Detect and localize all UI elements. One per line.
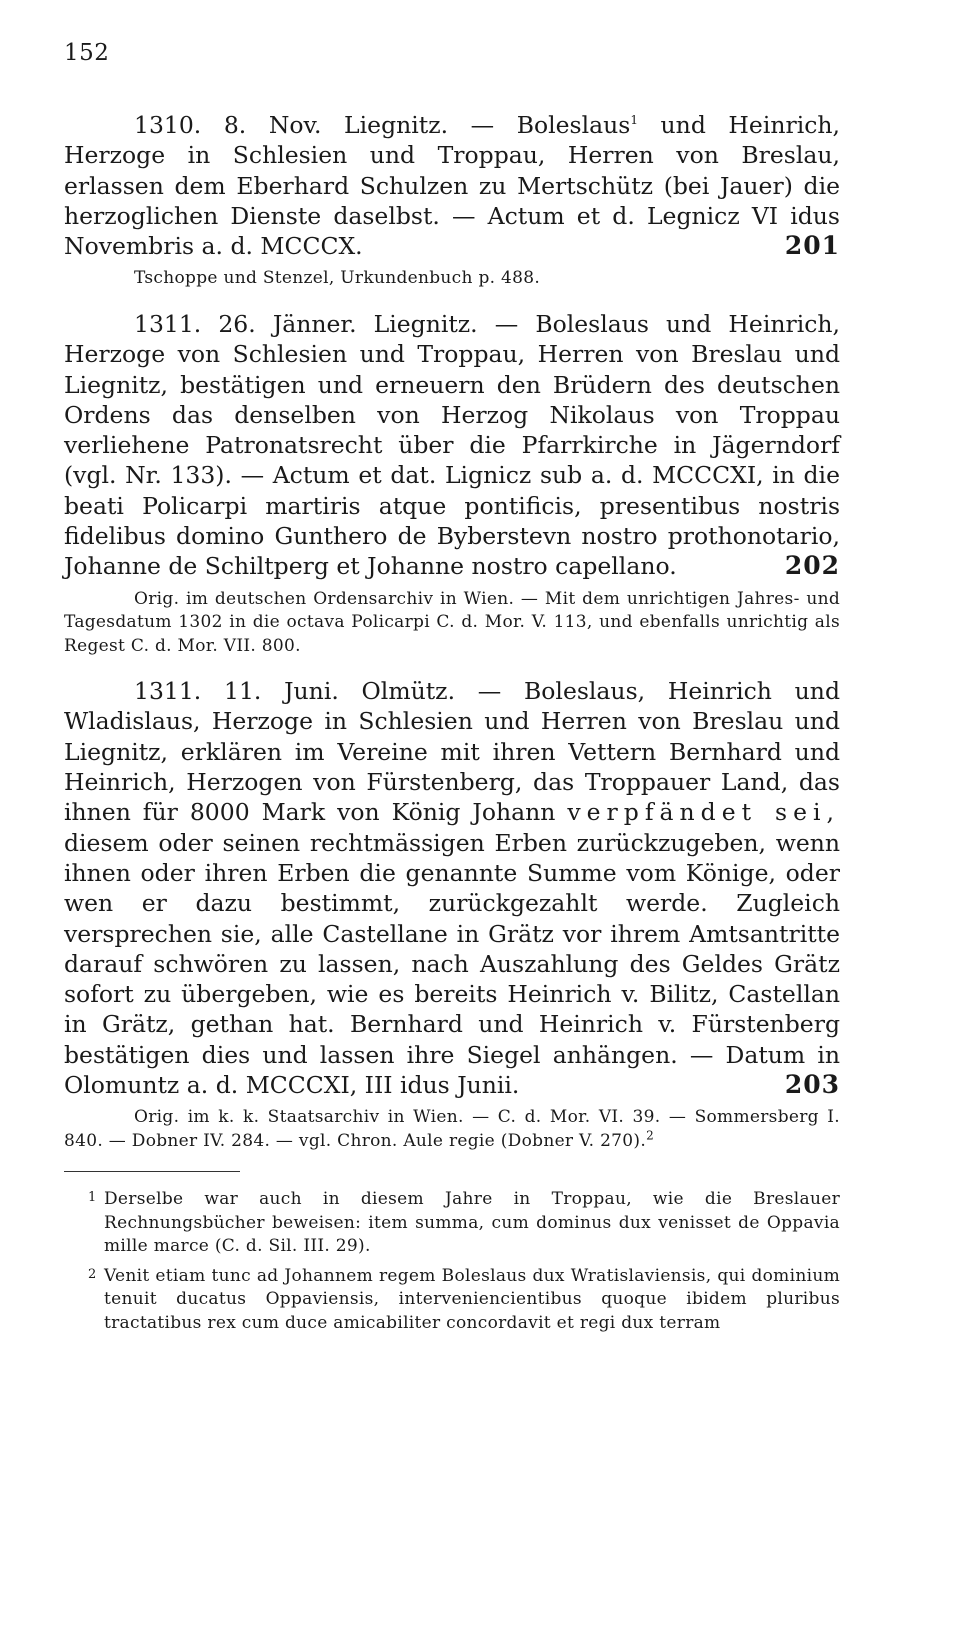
regest-text bbox=[64, 110, 840, 261]
regest-source-text: Orig. im k. k. Staatsarchiv in Wien. — C. d. Mor. VI. 39. — Sommersberg I. 840. — Dobner IV. 284. — vgl. Chron. Aule regie (Dobner V. 270). bbox=[64, 1107, 840, 1151]
spaced-emphasis: verpfändet sei, bbox=[567, 798, 840, 827]
regest-text-part: und Heinrich, Herzoge in Schlesien und Troppau, Herren von Breslau, erlassen dem Eberhard Schulzen zu Mertschütz (bei Jauer) die herzoglichen Dienste daselbst. — Actum et d. Legnicz VI idus Novembris a. d. MCCCX. bbox=[64, 111, 840, 261]
footnote-reference[interactable]: 2 bbox=[646, 1128, 654, 1143]
regest-number: 201 bbox=[784, 231, 840, 261]
regest-source: Orig. im deutschen Ordensarchiv in Wien. — Mit dem unrichtigen Jahres- und Tagesdatum 1302 in die octava Policarpi C. d. Mor. V. 113, und ebenfalls unrichtig als Regest C. d. Mor. VII. 800. bbox=[64, 588, 840, 656]
regest-number: 203 bbox=[784, 1070, 840, 1100]
regest-entry-202 bbox=[64, 309, 840, 658]
regest-source: Tschoppe und Stenzel, Urkundenbuch p. 488. bbox=[134, 268, 541, 289]
footnote-mark: 2 bbox=[88, 1266, 97, 1282]
regest-text-part: 1310. 8. Nov. Liegnitz. — Boleslaus bbox=[134, 111, 631, 139]
regest-text bbox=[64, 676, 840, 1100]
regest-text-part: 1311. 26. Jänner. Liegnitz. — Boleslaus und Heinrich, Herzoge von Schlesien und Troppau, Herren von Breslau und Liegnitz, bestätigen und erneuern den Brüdern des deutschen Ordens das denselben von Herzog Nikolaus von Troppau verliehene Patronatsrecht über die Pfarrkirche in Jägerndorf (vgl. Nr. 133). — Actum et dat. Lignicz sub a. d. MCCCXI, in die beati Policarpi martiris atque pontificis, presentibus nostris fidelibus domino Gunthero de Byberstevn nostro prothonotario, Johanne de Schiltperg et Johanne nostro capellano. bbox=[64, 309, 840, 581]
page-number: 152 bbox=[64, 40, 110, 66]
footnote-text: Venit etiam tunc ad Johannem regem Boleslaus dux Wratislaviensis, qui dominium tenuit ducatus Oppaviensis, interveniencientibus quoque ibidem pluribus tractatibus rex cum duce amicabiliter concordavit et regi dux terram bbox=[104, 1265, 840, 1333]
footnote-1 bbox=[64, 1188, 840, 1259]
footnote-mark: 1 bbox=[88, 1190, 97, 1206]
footnote-divider bbox=[64, 1171, 240, 1172]
footnote-2 bbox=[64, 1265, 840, 1336]
regest-text-part: diesem oder seinen rechtmässigen Erben zurückzugeben, wenn ihnen oder ihren Erben die genannte Summe vom Könige, oder wen er dazu bestimmt, zurückgezahlt werde. Zugleich versprechen sie, alle Castellane in Grätz vor ihrem Amtsantritte darauf schwören zu lassen, nach Auszahlung des Geldes Grätz sofort zu übergeben, wie es bereits Heinrich v. Bilitz, Castellan in Grätz, gethan hat. Bernhard und Heinrich v. Fürstenberg bestätigen dies und lassen ihre Siegel anhängen. — Datum in Olomuntz a. d. MCCCXI, III idus Junii. bbox=[64, 828, 840, 1100]
regest-text-part: 1311. 11. Juni. Olmütz. — Boleslaus, Heinrich und Wladislaus, Herzoge in Schlesien und Herren von Breslau und Liegnitz, erklären im Vereine mit ihren Vettern Bernhard und Heinrich, Herzogen von Fürstenberg, das Troppauer Land, das ihnen für 8000 Mark von König Johann bbox=[64, 677, 840, 827]
regest-number: 202 bbox=[784, 551, 840, 581]
document-page bbox=[64, 40, 840, 1341]
regest-entry-201 bbox=[64, 110, 840, 291]
regest-text bbox=[64, 309, 840, 582]
regest-source bbox=[64, 1106, 840, 1153]
regest-entry-203 bbox=[64, 676, 840, 1153]
footnote-reference[interactable]: 1 bbox=[630, 113, 638, 128]
footnote-text: Derselbe war auch in diesem Jahre in Troppau, wie die Breslauer Rechnungsbücher beweisen: item summa, cum dominus dux venisset de Oppavia mille marce (C. d. Sil. III. 29). bbox=[104, 1189, 840, 1257]
